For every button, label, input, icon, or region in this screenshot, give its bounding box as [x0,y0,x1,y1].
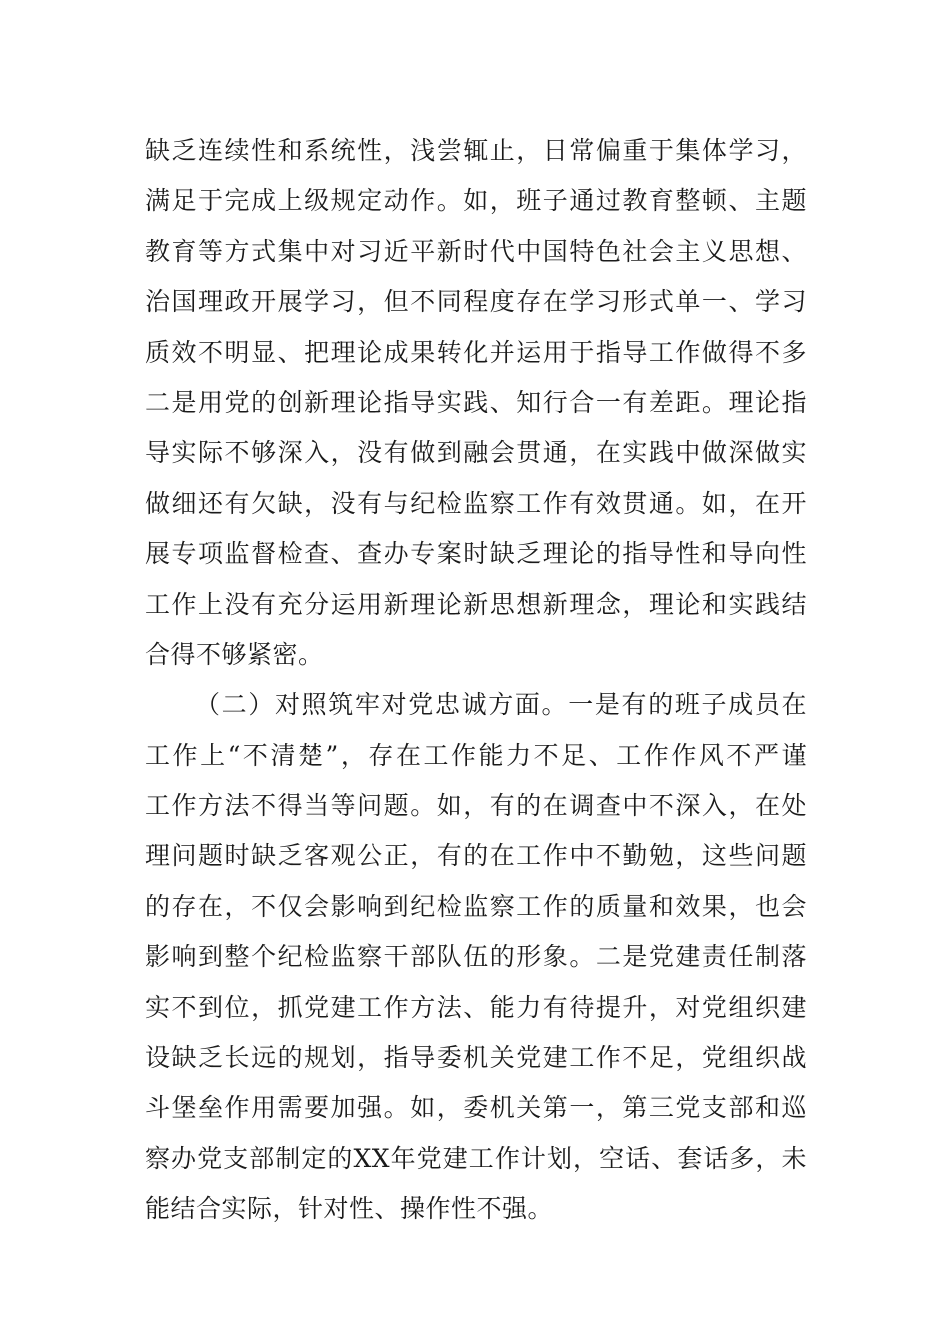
text-line: 治国理政开展学习，但不同程度存在学习形式单一、学习 [145,287,807,317]
section-heading-line: （二）对照筑牢对党忠诚方面。一是有的班子成员在 [195,690,807,720]
text-line: 质效不明显、把理论成果转化并运用于指导工作做得不多 [145,337,807,367]
text-line: 教育等方式集中对习近平新时代中国特色社会主义思想、 [145,236,807,266]
text-line: 的存在，不仅会影响到纪检监察工作的质量和效果，也会 [145,891,807,921]
text-line: 影响到整个纪检监察干部队伍的形象。二是党建责任制落 [145,942,807,972]
body-text [145,126,807,1235]
text-line: 满足于完成上级规定动作。如，班子通过教育整顿、主题 [145,186,807,216]
text-line: 实不到位，抓党建工作方法、能力有待提升，对党组织建 [145,992,807,1022]
text-line: 设缺乏长远的规划，指导委机关党建工作不足，党组织战 [145,1043,807,1073]
text-line: 合得不够紧密。 [145,639,324,669]
text-line: 察办党支部制定的XX年党建工作计划，空话、套话多，未 [145,1143,807,1173]
text-line: 二是用党的创新理论指导实践、知行合一有差距。理论指 [145,387,807,417]
text-line: 展专项监督检查、查办专案时缺乏理论的指导性和导向性 [145,539,807,569]
text-line: 理问题时缺乏客观公正，有的在工作中不勤勉，这些问题 [145,841,807,871]
text-line: 工作方法不得当等问题。如，有的在调查中不深入，在处 [145,791,807,821]
text-line: 能结合实际，针对性、操作性不强。 [145,1194,554,1224]
text-line: 工作上“不清楚”，存在工作能力不足、工作作风不严谨 [145,740,807,770]
text-line: 斗堡垒作用需要加强。如，委机关第一，第三党支部和巡 [145,1093,807,1123]
text-line: 导实际不够深入，没有做到融会贯通，在实践中做深做实 [145,438,807,468]
text-line: 工作上没有充分运用新理论新思想新理念，理论和实践结 [145,589,807,619]
text-line: 缺乏连续性和系统性，浅尝辄止，日常偏重于集体学习， [145,136,807,165]
text-line: 做细还有欠缺，没有与纪检监察工作有效贯通。如，在开 [145,488,807,518]
